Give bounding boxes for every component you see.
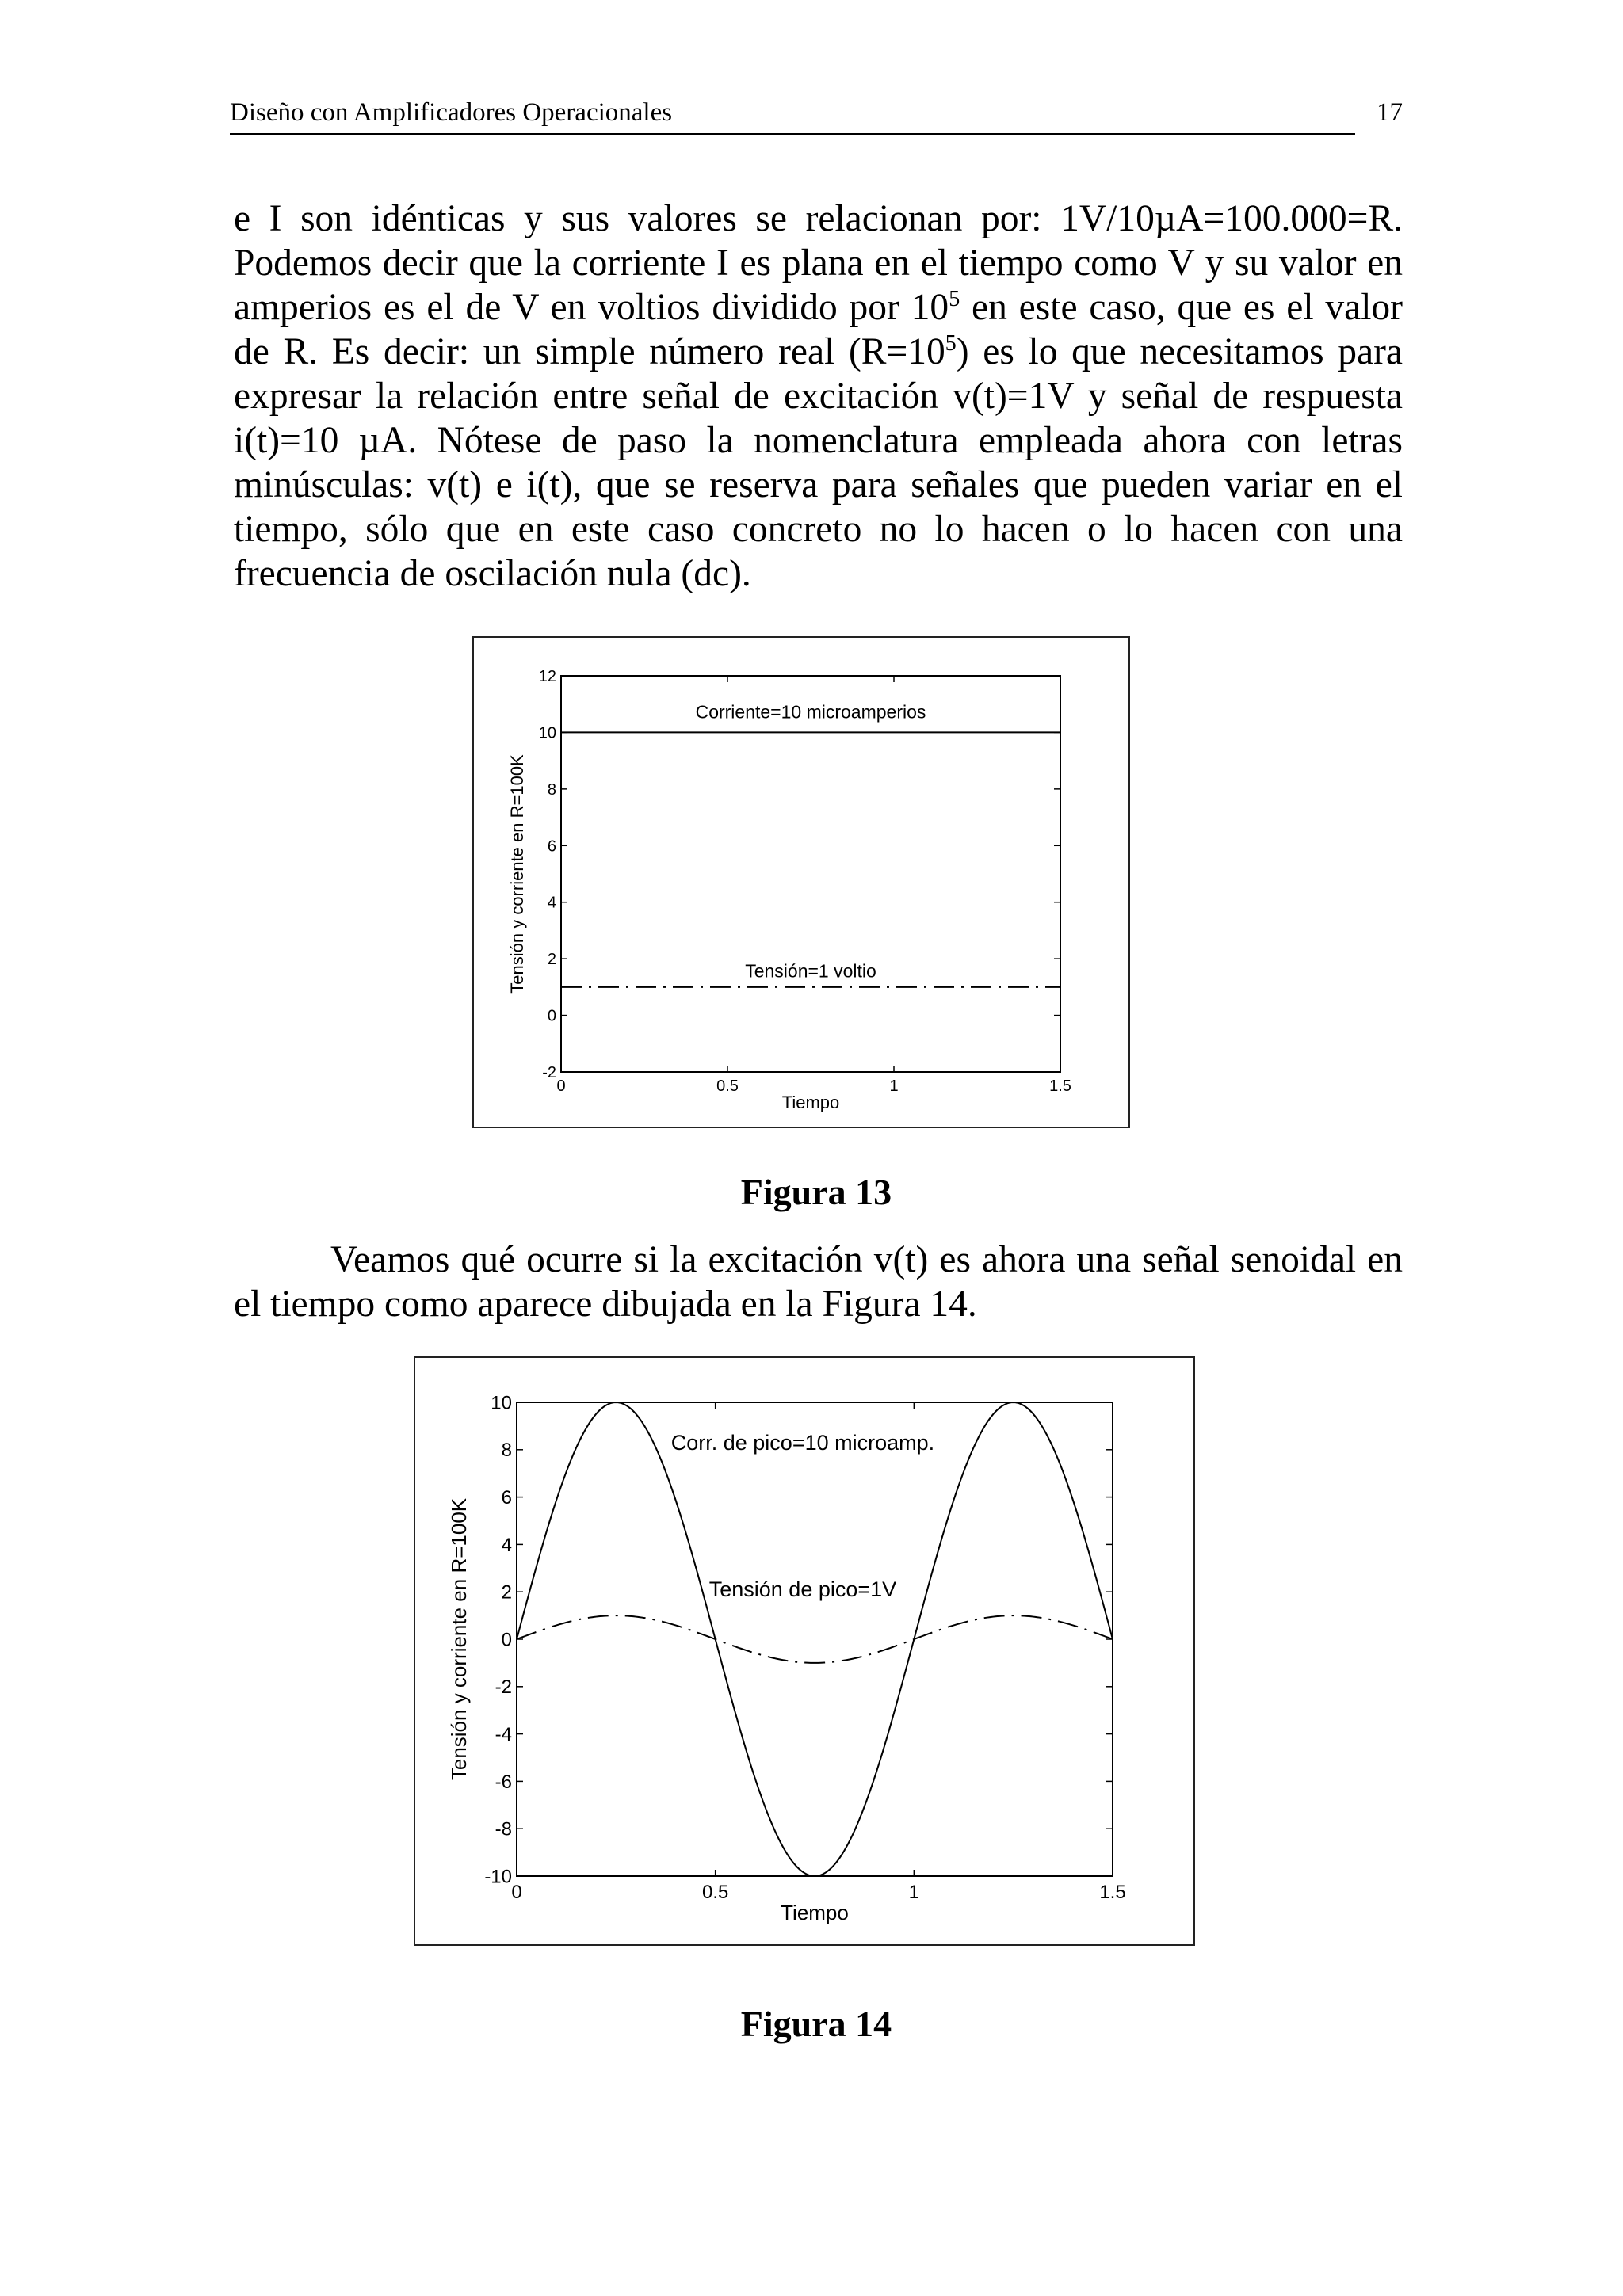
running-header-title: Diseño con Amplificadores Operacionales (230, 98, 673, 127)
y-tick-label: 6 (547, 837, 556, 856)
y-tick-label: -8 (495, 1818, 512, 1840)
y-tick-label: 4 (501, 1534, 512, 1556)
y-tick-label: -6 (495, 1771, 512, 1793)
y-tick-label: 10 (491, 1392, 512, 1414)
x-tick-label: 0.5 (716, 1077, 739, 1095)
y-tick-label: 4 (547, 894, 556, 912)
paragraph-text: e I son idénticas y sus valores se relacionan por: 1V/10µA=100.000=R. Podemos decir que la corriente I es plana en el tiempo como V y su valor en amperios es el de V en voltios dividido por 10 (234, 198, 1403, 328)
y-tick-label: 8 (501, 1440, 512, 1462)
series-annotation: Corr. de pico=10 microamp. (670, 1430, 935, 1455)
figure-14-chart (414, 1356, 1195, 1946)
y-tick-label: 8 (547, 780, 556, 799)
figure-14-plot (415, 1358, 1193, 1944)
current-series-line (517, 1402, 1113, 1876)
x-axis-label: Tiempo (781, 1093, 840, 1112)
y-axis-label: Tensión y corriente en R=100K (507, 754, 527, 994)
body-paragraph-2: Veamos qué ocurre si la excitación v(t) es ahora una señal senoidal en el tiempo como aparece dibujada en la Figura 14. (234, 1239, 1403, 1325)
figure-14-caption: Figura 14 (740, 2004, 892, 2044)
y-tick-label: -4 (495, 1724, 512, 1745)
figure-13-chart (472, 636, 1130, 1128)
running-header (230, 93, 1403, 133)
figure-13-plot (474, 638, 1128, 1127)
y-tick-label: 6 (501, 1487, 512, 1508)
x-axis-label: Tiempo (781, 1901, 849, 1925)
x-tick-label: 1 (908, 1882, 920, 1903)
body-paragraph-1 (234, 196, 1403, 596)
header-rule (230, 133, 1355, 135)
y-tick-label: 2 (501, 1581, 512, 1604)
y-tick-label: 12 (538, 668, 556, 685)
y-axis-label: Tensión y corriente en R=100K (447, 1497, 471, 1781)
y-tick-label: -2 (495, 1676, 512, 1699)
x-tick-label: 1.5 (1099, 1882, 1126, 1903)
x-tick-label: 0.5 (701, 1882, 729, 1903)
x-tick-label: 0 (511, 1882, 522, 1903)
y-tick-label: 0 (501, 1629, 512, 1651)
series-annotation: Tensión=1 voltio (745, 960, 876, 982)
superscript: 5 (945, 331, 957, 357)
voltage-series-line (517, 1615, 1113, 1663)
plot-frame (517, 1402, 1113, 1876)
y-tick-label: 2 (547, 951, 556, 969)
series-annotation: Corriente=10 microamperios (695, 701, 926, 723)
x-tick-label: 1.5 (1049, 1077, 1071, 1095)
series-annotation: Tensión de pico=1V (708, 1577, 897, 1602)
x-tick-label: 0 (556, 1077, 566, 1095)
x-tick-label: 1 (889, 1077, 899, 1095)
y-tick-label: -2 (542, 1064, 556, 1081)
paragraph-text: ) es lo que necesitamos para expresar la relación entre señal de excitación v(t)=1V y señal de respuesta i(t)=10 µA. Nótese de paso la nomenclatura empleada ahora con letras minúsculas: v(t) e i(t), que se reserva para señales que pueden variar en el tiempo, sólo que en este caso concreto no lo hacen o lo hacen con una frecuencia de oscilación nula (dc). (234, 331, 1403, 594)
y-tick-label: 0 (547, 1007, 556, 1025)
superscript: 5 (949, 287, 960, 312)
paragraph-text: en este caso, que es el valor de R. Es decir: un simple número real (R=10 (234, 287, 1403, 372)
figure-13-caption: Figura 13 (740, 1172, 892, 1212)
plot-frame (561, 676, 1060, 1072)
y-tick-label: 10 (538, 724, 556, 742)
y-tick-label: -10 (484, 1866, 512, 1888)
page-number: 17 (1377, 98, 1403, 127)
